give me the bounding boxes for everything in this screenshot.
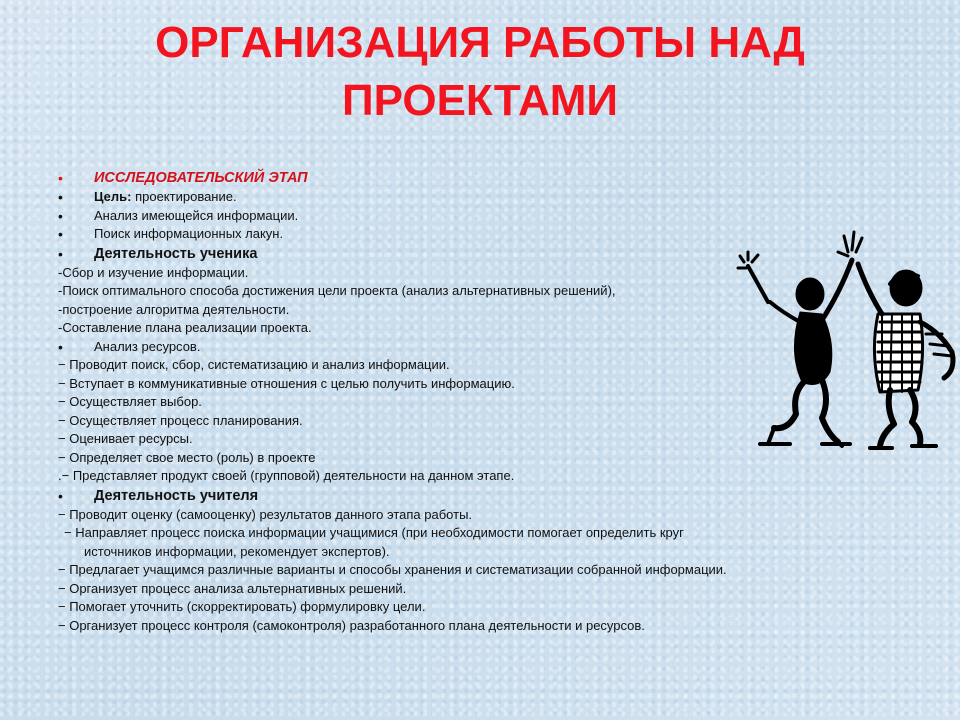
- student-action: − Оценивает ресурсы.: [58, 431, 193, 446]
- bullet-icon: •: [58, 338, 63, 355]
- teacher-heading: Деятельность учителя: [94, 487, 259, 504]
- student-line: -Поиск оптимального способа достижения цели проекта (анализ альтернативных решений),: [58, 283, 616, 298]
- goal-row: [58, 188, 898, 207]
- stage-item-text: Анализ имеющейся информации.: [94, 207, 299, 223]
- student-line: -Сбор и изучение информации.: [58, 264, 249, 280]
- stage-item-text: Поиск информационных лакун.: [94, 226, 284, 241]
- teacher-line: − Помогает уточнить (скорректировать) формулировку цели.: [58, 599, 426, 614]
- bullet-icon: •: [58, 487, 63, 504]
- goal-value: проектирование.: [131, 189, 237, 204]
- teacher-line-part: − Направляет процесс поиска информации учащимися (при необходимости помогает определить круг: [64, 525, 684, 540]
- goal-text: [94, 188, 237, 207]
- bullet-icon: •: [58, 207, 63, 224]
- bullet-icon: •: [58, 170, 63, 186]
- dancing-figures-illustration: [730, 222, 960, 454]
- teacher-line: − Организует процесс контроля (самоконтроля) разработанного плана деятельности и ресурсов.: [58, 617, 645, 633]
- student-heading: Деятельность ученика: [94, 245, 258, 262]
- title-line-2: ПРОЕКТАМИ: [341, 76, 619, 125]
- stage-heading: ИССЛЕДОВАТЕЛЬСКИЙ ЭТАП: [94, 170, 308, 186]
- bullet-icon: •: [58, 226, 63, 242]
- bullet-icon: •: [58, 245, 63, 262]
- stage-heading-row: [58, 168, 898, 188]
- student-action: − Осуществляет процесс планирования.: [58, 412, 303, 428]
- student-action: − Проводит поиск, сбор, систематизацию и анализ информации.: [58, 357, 450, 372]
- page-title: [0, 14, 960, 130]
- teacher-line: − Проводит оценку (самооценку) результатов данного этапа работы.: [58, 506, 473, 522]
- teacher-line: − Предлагает учащимся различные варианты и способы хранения и систематизации собранной информации.: [58, 562, 727, 577]
- teacher-line-wrapped: [58, 524, 898, 561]
- resources-text: Анализ ресурсов.: [94, 338, 201, 354]
- student-action: − Определяет свое место (роль) в проекте: [58, 449, 316, 465]
- student-action: − Осуществляет выбор.: [58, 394, 202, 409]
- teacher-line-part: источников информации, рекомендует экспертов).: [84, 543, 390, 559]
- teacher-line: − Организует процесс анализа альтернативных решений.: [58, 580, 407, 596]
- teacher-heading-row: [58, 486, 898, 506]
- student-action: .− Представляет продукт своей (групповой) деятельности на данном этапе.: [58, 468, 515, 483]
- student-line: -построение алгоритма деятельности.: [58, 301, 290, 317]
- goal-label: Цель:: [94, 189, 132, 204]
- bullet-icon: •: [58, 189, 63, 205]
- student-line: -Составление плана реализации проекта.: [58, 320, 312, 335]
- student-action: − Вступает в коммуникативные отношения с целью получить информацию.: [58, 375, 515, 391]
- title-line-1: ОРГАНИЗАЦИЯ РАБОТЫ НАД: [155, 18, 805, 67]
